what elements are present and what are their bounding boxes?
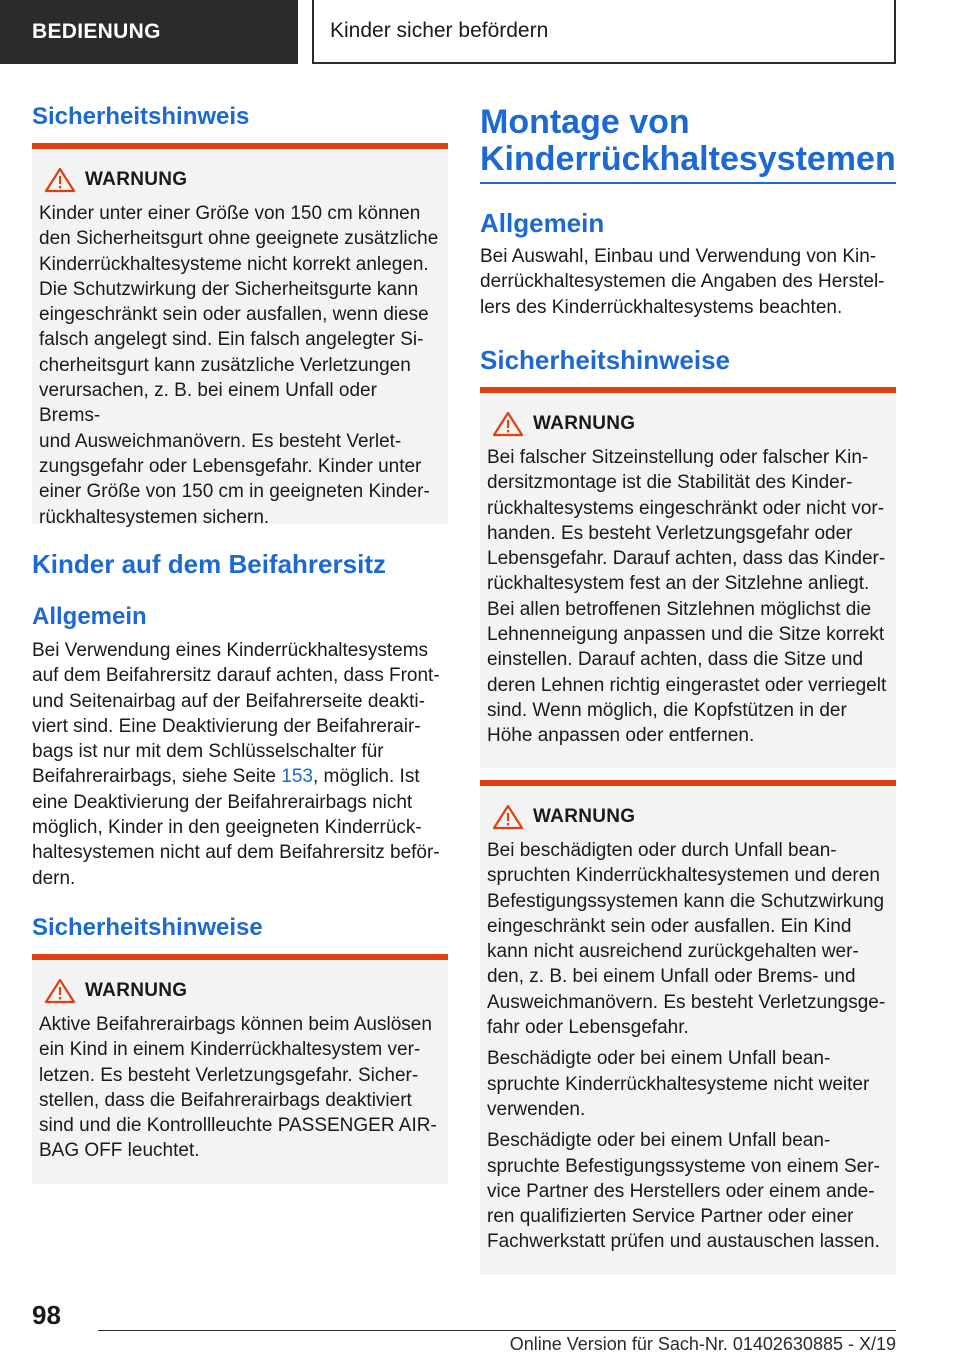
heading-sicherheitshinweise: Sicherheitshinweise — [480, 345, 730, 375]
paragraph-text: , möglich. Ist eine Deaktivierung der Beifahrerairbags nicht möglich, Kinder in den geeigneten Kinderrück- haltesystemen nicht auf dem Beifahrersitz beför- dern. — [32, 766, 440, 889]
warning-box-1 — [32, 143, 448, 528]
warning-triangle-icon — [43, 978, 77, 1004]
warning-title: WARNUNG — [533, 413, 636, 434]
warning-text: Bei falscher Sitzeinstellung oder falscher Kin- dersitzmontage ist die Stabilität des Kinder- rückhaltesystems eingeschränkt oder nicht vor- handen. Es besteht Verletzungsgefahr oder Lebensgefahr. Darauf achten, dass das Kinder- rückhaltesystem fest an der Sitzlehne anliegt. Bei allen betroffenen Sitzlehnen möglichst die Lehnenneigung anpassen und die Sitze korrekt einstellen. Darauf achten, dass die Sitze und deren Lehnen richtig eingerastet oder verriegelt sind. Wenn möglich, die Kopfstützen in der Höhe anpassen oder entfernen. — [487, 447, 887, 747]
warning-header — [487, 804, 889, 830]
warning-text: Beschädigte oder bei einem Unfall bean- spruchte Befestigungssysteme von einem Ser- vice Partner des Herstellers oder einem ande- ren qualifizierten Service Partner oder einer Fachwerkstatt prüfen und austauschen lassen. — [487, 1130, 880, 1253]
warning-text: Aktive Beifahrerairbags können beim Auslösen ein Kind in einem Kinderrückhaltesystem ver- letzen. Es besteht Verletzungsgefahr. Sicher- stellen, dass die Beifahrerairbags deaktiviert sind und die Kontrollleuchte PASSENGER AIR- BAG OFF leuchtet. — [39, 1014, 437, 1162]
paragraph-allgemein: Bei Auswahl, Einbau und Verwendung von Kin- derrückhaltesystemen die Angaben des Herstel- lers des Kinderrückhaltesystems beachten. — [480, 246, 885, 318]
warning-box-3 — [480, 387, 896, 768]
warning-text: Kinder unter einer Größe von 150 cm können den Sicherheitsgurt ohne geeignete zusätzliche Kinderrückhaltesysteme nicht korrekt anlegen. Die Schutzwirkung der Sicherheitsgurte kann eingeschränkt sein oder ausfallen, wenn diese falsch angelegt sind. Ein falsch angelegter Si- cherheitsgurt kann zusätzliche Verletzungen verursachen, z. B. bei einem Unfall oder Brems- und Ausweichmanövern. Es besteht Verlet- zungsgefahr oder Lebensgefahr. Kinder unter einer Größe von 150 cm in geeigneten Kinder- rückhaltesystemen sichern. — [39, 203, 439, 528]
warning-title: WARNUNG — [85, 169, 188, 190]
footer-rule — [98, 1330, 896, 1331]
warning-text: Bei beschädigten oder durch Unfall bean- spruchten Kinderrückhaltesystemen und deren Befestigungssystemen kann die Schutzwirkung eingeschränkt sein oder ausfallen. Ein Kind kann nicht ausreichend zurückgehalten wer- den, z. B. bei einem Unfall oder Brems- und Ausweichmanövern. Es besteht Verletzungsge- fahr oder Lebensgefahr. — [487, 840, 886, 1039]
warning-header — [487, 411, 889, 437]
heading-allgemein: Allgemein — [480, 208, 605, 238]
heading-montage: Montage von Kinderrückhaltesystemen — [480, 103, 896, 178]
warning-text: Beschädigte oder bei einem Unfall bean- spruchte Kinderrückhaltesysteme nicht weiter verwenden. — [487, 1048, 870, 1120]
warning-triangle-icon — [491, 804, 525, 830]
warning-title: WARNUNG — [533, 806, 636, 827]
warning-header — [39, 978, 441, 1004]
warning-title: WARNUNG — [85, 980, 188, 1001]
header-section-tab — [0, 0, 298, 64]
warning-triangle-icon — [43, 167, 77, 193]
paragraph-allgemein — [32, 638, 448, 891]
page-number: 98 — [32, 1300, 61, 1330]
header-section-label: BEDIENUNG — [32, 20, 161, 43]
heading-allgemein: Allgemein — [32, 603, 147, 630]
heading-sicherheitshinweis: Sicherheitshinweis — [32, 103, 250, 130]
header-chapter-label: Kinder sicher befördern — [330, 19, 549, 42]
heading-sicherheitshinweise: Sicherheitshinweise — [32, 914, 263, 941]
heading-kinder-beifahrersitz: Kinder auf dem Beifahrersitz — [32, 549, 386, 579]
paragraph-text: Bei Verwendung eines Kinderrückhaltesystems auf dem Beifahrersitz darauf achten, dass Front- und Seitenairbag auf der Beifahrerseite deakti- viert sind. Eine Deaktivierung der Beifahrerair- bags ist nur mit dem Schlüsselschalter für Beifahrerairbags, siehe Seite — [32, 640, 440, 788]
page-reference-link[interactable]: 153 — [281, 766, 313, 788]
header-chapter-box — [312, 0, 896, 64]
warning-box-4 — [480, 780, 896, 1275]
warning-box-2 — [32, 954, 448, 1184]
warning-header — [39, 167, 441, 193]
warning-triangle-icon — [491, 411, 525, 437]
heading-rule — [480, 182, 896, 184]
footer-online-version: Online Version für Sach-Nr. 01402630885 - X/19 — [509, 1334, 896, 1354]
